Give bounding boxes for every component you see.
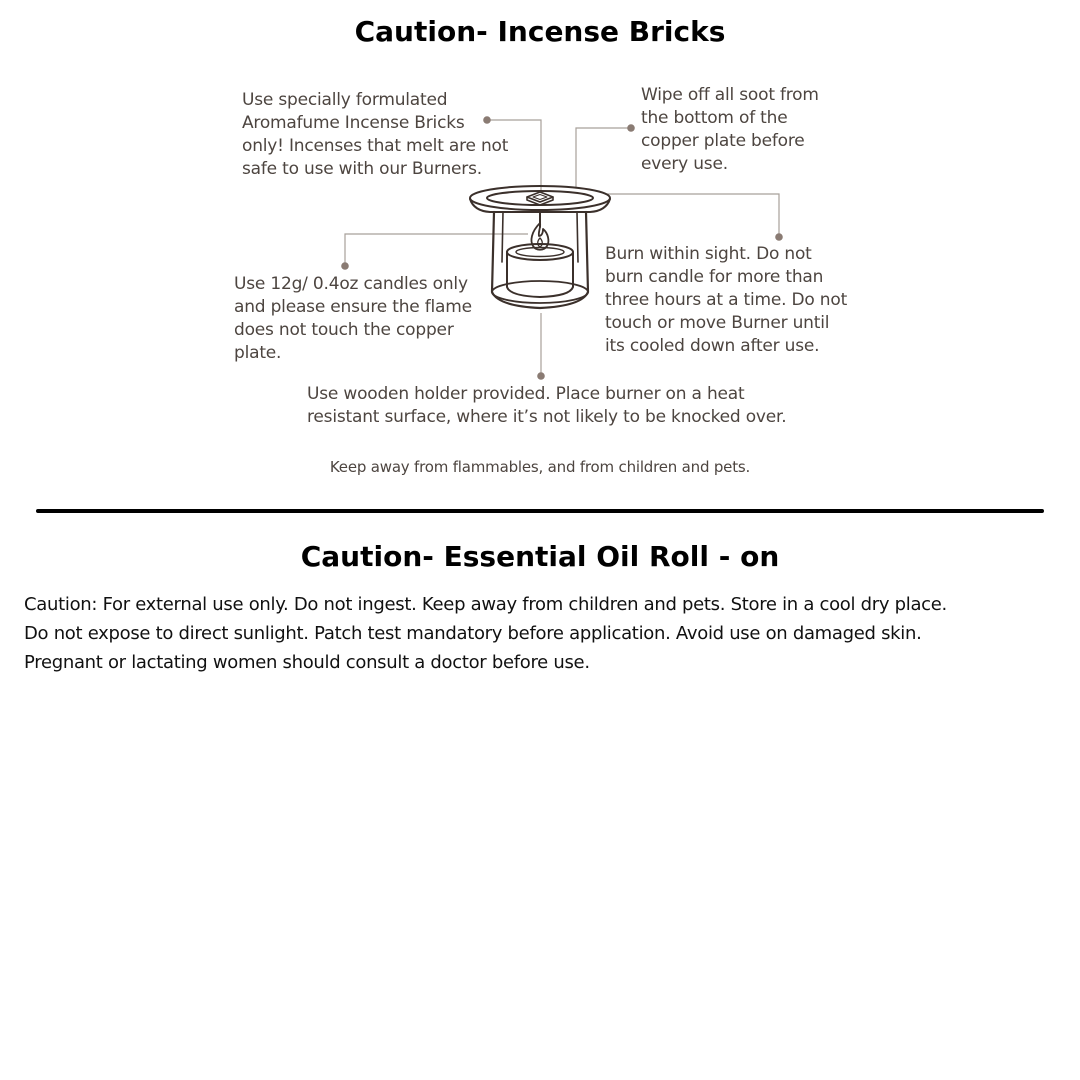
callout-candle-size: Use 12g/ 0.4oz candles only and please ensure the flame does not touch the copper plate. <box>234 274 472 363</box>
flame-icon <box>531 223 548 250</box>
leader-line-soot <box>576 128 631 188</box>
copper-plate-inner <box>487 191 593 205</box>
leader-dot-soot <box>627 124 635 132</box>
leader-line-burn <box>606 194 779 237</box>
oil-caution-text: Caution: For external use only. Do not ingest. Keep away from children and pets. Store in a cool dry place. Do not expose to direct sunlight. Patch test mandatory before application. Avoid use on damaged skin. Pregnant or lactating women should consult a doctor before use. <box>24 594 947 673</box>
burner-leg-back-left <box>502 212 503 262</box>
copper-plate-outer <box>470 186 610 210</box>
callout-keep-away: Keep away from flammables, and from children and pets. <box>329 458 751 476</box>
burner-diagram <box>0 0 1080 500</box>
callout-wipe-soot: Wipe off all soot from the bottom of the copper plate before every use. <box>641 85 819 174</box>
leader-line-candle <box>345 234 528 266</box>
leader-dot-holder <box>537 372 545 380</box>
incense-brick-icon <box>527 192 553 205</box>
leader-dot-candle <box>341 262 349 270</box>
incense-section-title: Caution- Incense Bricks <box>354 15 726 48</box>
candle-icon <box>507 244 573 297</box>
leader-dot-burn <box>775 233 783 241</box>
callout-wooden-holder: Use wooden holder provided. Place burner on a heat resistant surface, where it’s not likely to be knocked over. <box>307 384 787 427</box>
burner-leg-back-right <box>577 212 578 262</box>
callout-incense-bricks: Use specially formulated Aromafume Incense Bricks only! Incenses that melt are not safe to use with our Burners. <box>242 90 509 179</box>
oil-section-title: Caution- Essential Oil Roll - on <box>300 540 780 573</box>
section-divider <box>36 509 1044 513</box>
callout-burn-within-sight: Burn within sight. Do not burn candle for more than three hours at a time. Do not touch or move Burner until its cooled down after use. <box>605 244 848 356</box>
